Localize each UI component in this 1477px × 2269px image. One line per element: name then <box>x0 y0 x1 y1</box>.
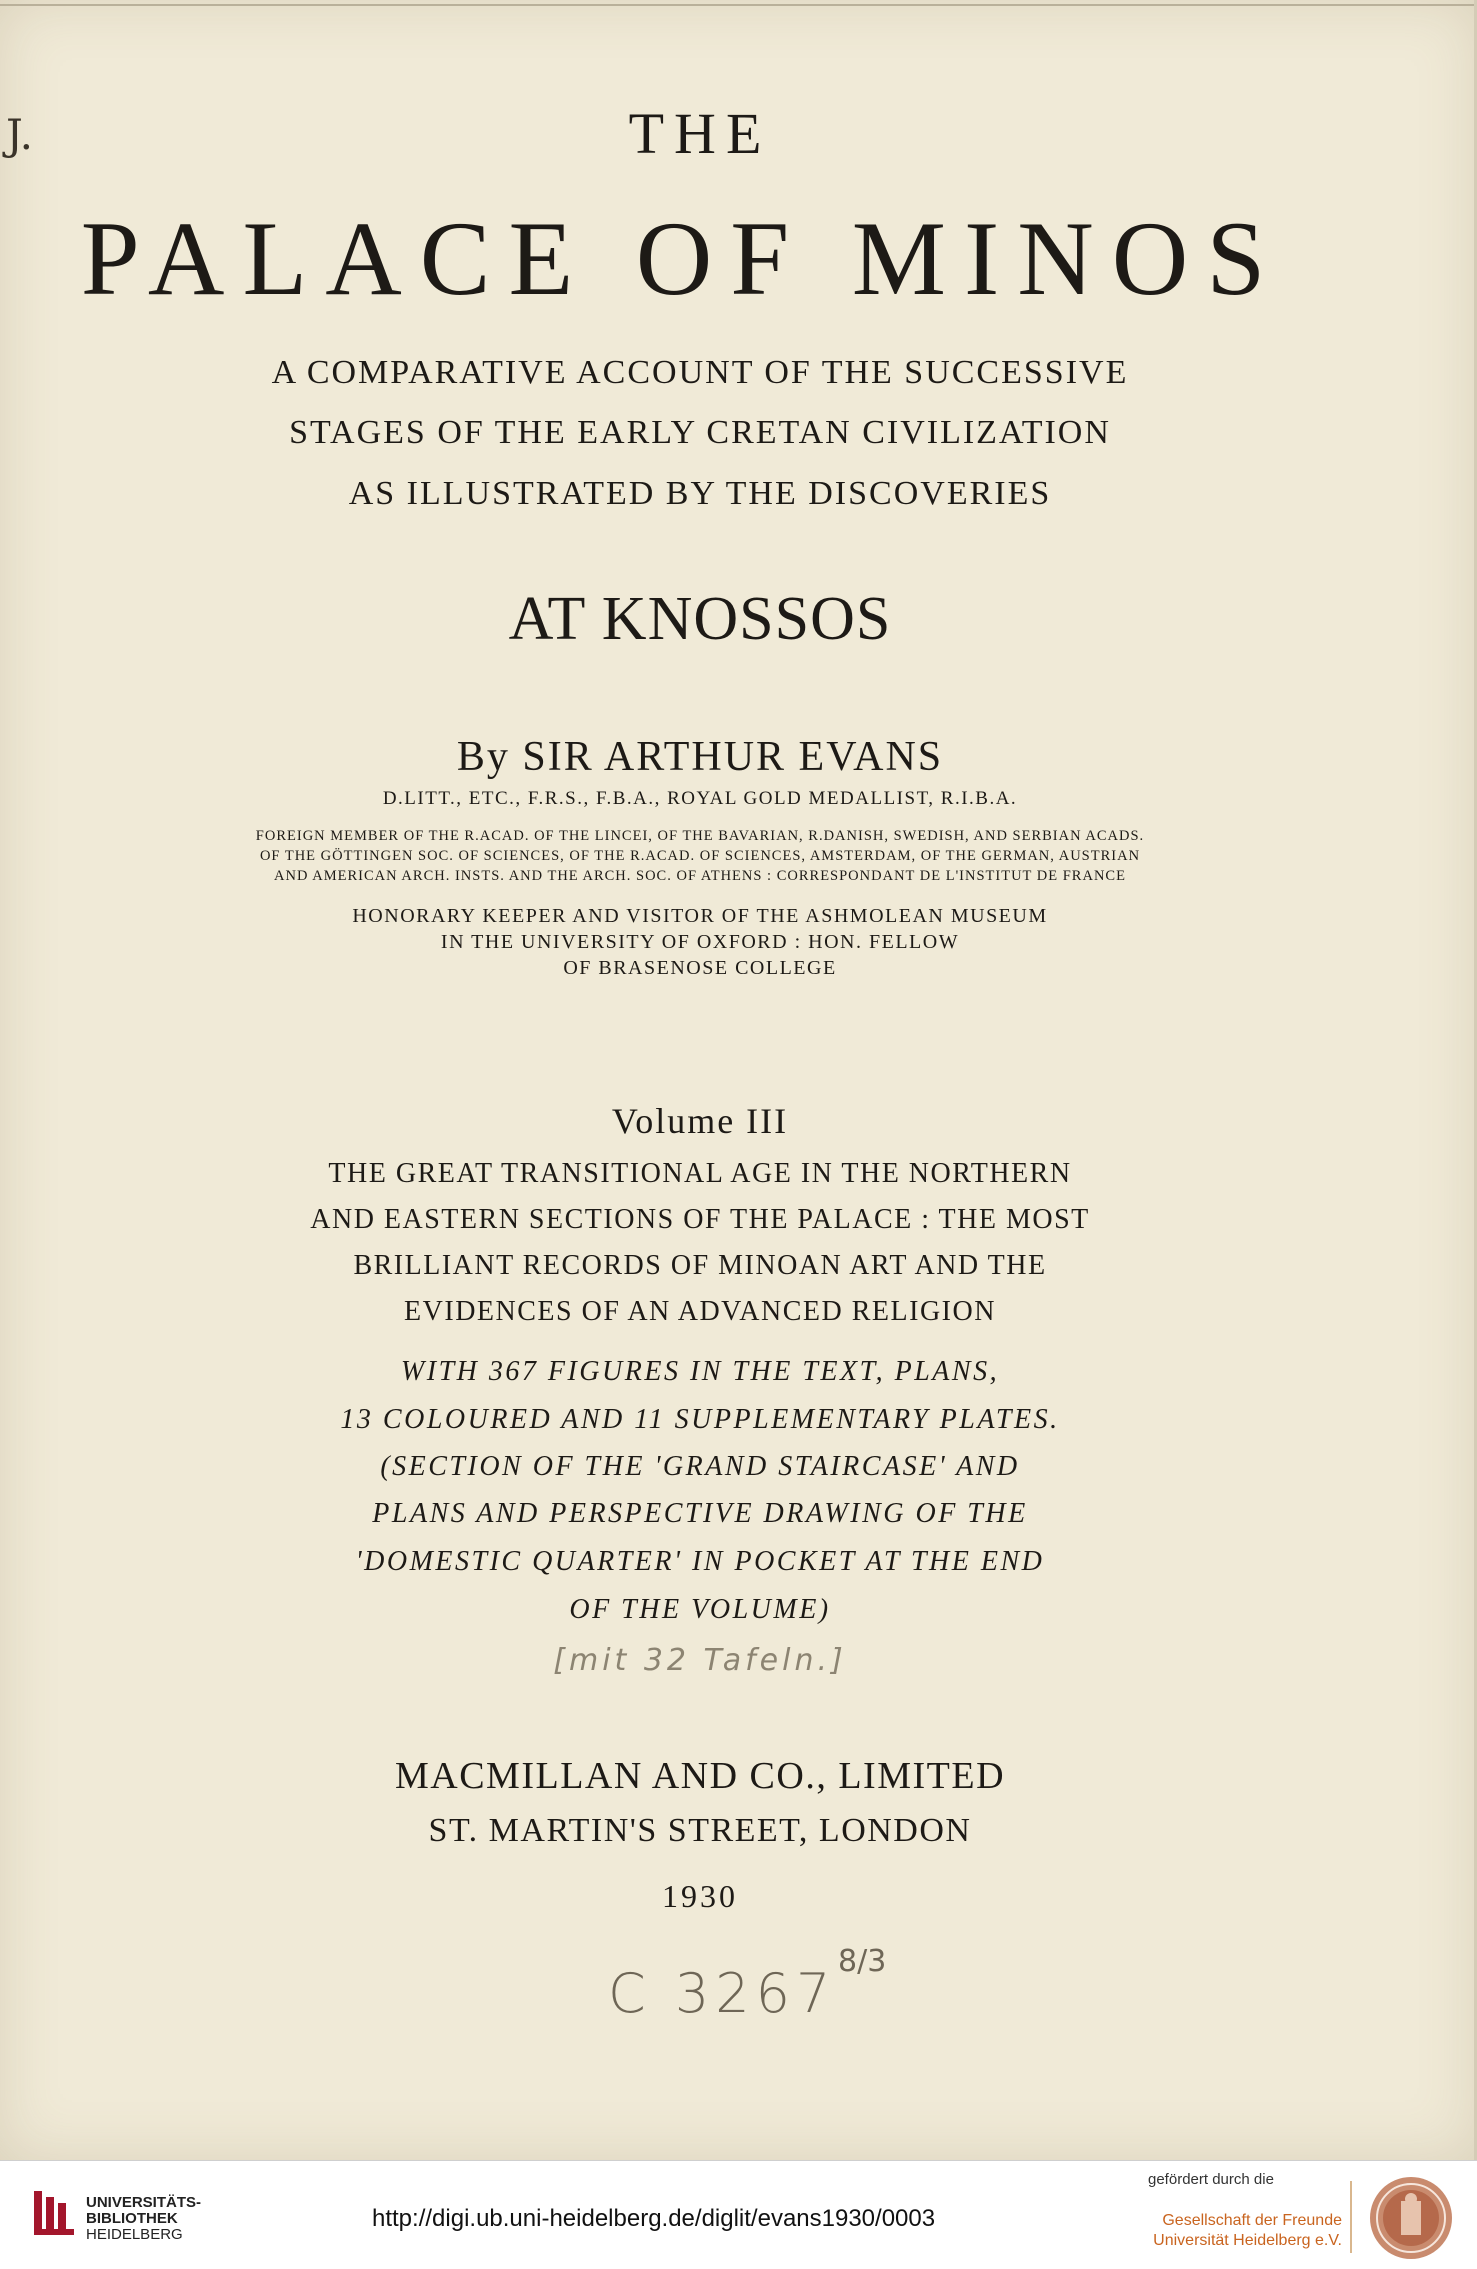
keeper-line-1: HONORARY KEEPER AND VISITOR OF THE ASHMOLEAN MUSEUM <box>352 905 1048 927</box>
volume-description-line-2: AND EASTERN SECTIONS OF THE PALACE : THE MOST <box>310 1204 1090 1235</box>
library-name-line-1: UNIVERSITÄTS- <box>86 2194 202 2211</box>
figures-line-6: OF THE VOLUME) <box>569 1594 831 1625</box>
publication-year: 1930 <box>662 1878 738 1914</box>
page-title: PALACE OF MINOS <box>80 200 1284 317</box>
sponsor-name-line-2: Universität Heidelberg e.V. <box>1153 2232 1342 2249</box>
handwritten-call-number-superscript: 8/3 <box>838 1944 887 1979</box>
university-seal-icon <box>1368 2175 1454 2261</box>
library-name-line-3: HEIDELBERG <box>86 2226 183 2243</box>
keeper-line-3: OF BRASENOSE COLLEGE <box>563 957 837 979</box>
page-top-edge <box>0 4 1477 6</box>
figures-line-4: PLANS AND PERSPECTIVE DRAWING OF THE <box>372 1498 1028 1529</box>
permalink-url[interactable]: http://digi.ub.uni-heidelberg.de/diglit/evans1930/0003 <box>372 2205 936 2232</box>
subtitle-line-1: A COMPARATIVE ACCOUNT OF THE SUCCESSIVE <box>271 354 1129 391</box>
foreign-membership-line-1: FOREIGN MEMBER OF THE R.ACAD. OF THE LINCEI, OF THE BAVARIAN, R.DANISH, SWEDISH, AND SERBIAN ACADS. <box>255 828 1145 844</box>
digitization-footer <box>0 2160 1477 2269</box>
publisher-name: MACMILLAN AND CO., LIMITED <box>394 1755 1006 1797</box>
keeper-line-2: IN THE UNIVERSITY OF OXFORD : HON. FELLOW <box>440 931 960 953</box>
author-degrees: D.LITT., ETC., F.R.S., F.B.A., ROYAL GOLD MEDALLIST, R.I.B.A. <box>382 788 1018 809</box>
volume-description-line-3: BRILLIANT RECORDS OF MINOAN ART AND THE <box>353 1250 1047 1281</box>
figures-line-2: 13 COLOURED AND 11 SUPPLEMENTARY PLATES. <box>340 1404 1060 1435</box>
handwritten-plates-note: [mit 32 Tafeln.] <box>553 1643 847 1678</box>
volume-description-line-4: EVIDENCES OF AN ADVANCED RELIGION <box>404 1296 996 1327</box>
handwritten-call-number: C 3267 <box>608 1962 837 2025</box>
figures-line-1: WITH 367 FIGURES IN THE TEXT, PLANS, <box>400 1356 1000 1387</box>
sponsor-name-line-1: Gesellschaft der Freunde <box>1162 2212 1342 2229</box>
library-name <box>86 2195 201 2243</box>
foreign-membership-line-3: AND AMERICAN ARCH. INSTS. AND THE ARCH. SOC. OF ATHENS : CORRESPONDANT DE L'INSTITUT DE FRANCE <box>274 868 1126 884</box>
university-library-logo-icon <box>30 2185 78 2241</box>
title-article: THE <box>628 101 772 166</box>
funded-by-label: gefördert durch die <box>1148 2171 1274 2188</box>
figures-line-3: (SECTION OF THE 'GRAND STAIRCASE' AND <box>380 1451 1020 1482</box>
foreign-membership-line-2: OF THE GÖTTINGEN SOC. OF SCIENCES, OF THE R.ACAD. OF SCIENCES, AMSTERDAM, OF THE GERMAN, AUSTRIAN <box>259 848 1141 864</box>
publisher-address: ST. MARTIN'S STREET, LONDON <box>428 1812 972 1849</box>
margin-pencil-mark: J. <box>6 110 33 159</box>
place-heading: AT KNOSSOS <box>508 585 892 653</box>
sponsor-name <box>1142 2211 1342 2251</box>
author-line: By SIR ARTHUR EVANS <box>456 734 944 780</box>
footer-divider <box>1350 2181 1352 2253</box>
volume-number: Volume III <box>611 1101 789 1141</box>
subtitle-line-2: STAGES OF THE EARLY CRETAN CIVILIZATION <box>289 414 1111 451</box>
figures-line-5: 'DOMESTIC QUARTER' IN POCKET AT THE END <box>355 1546 1045 1577</box>
subtitle-line-3: AS ILLUSTRATED BY THE DISCOVERIES <box>348 475 1052 512</box>
library-name-line-2: BIBLIOTHEK <box>86 2210 178 2227</box>
volume-description-line-1: THE GREAT TRANSITIONAL AGE IN THE NORTHERN <box>328 1158 1072 1189</box>
